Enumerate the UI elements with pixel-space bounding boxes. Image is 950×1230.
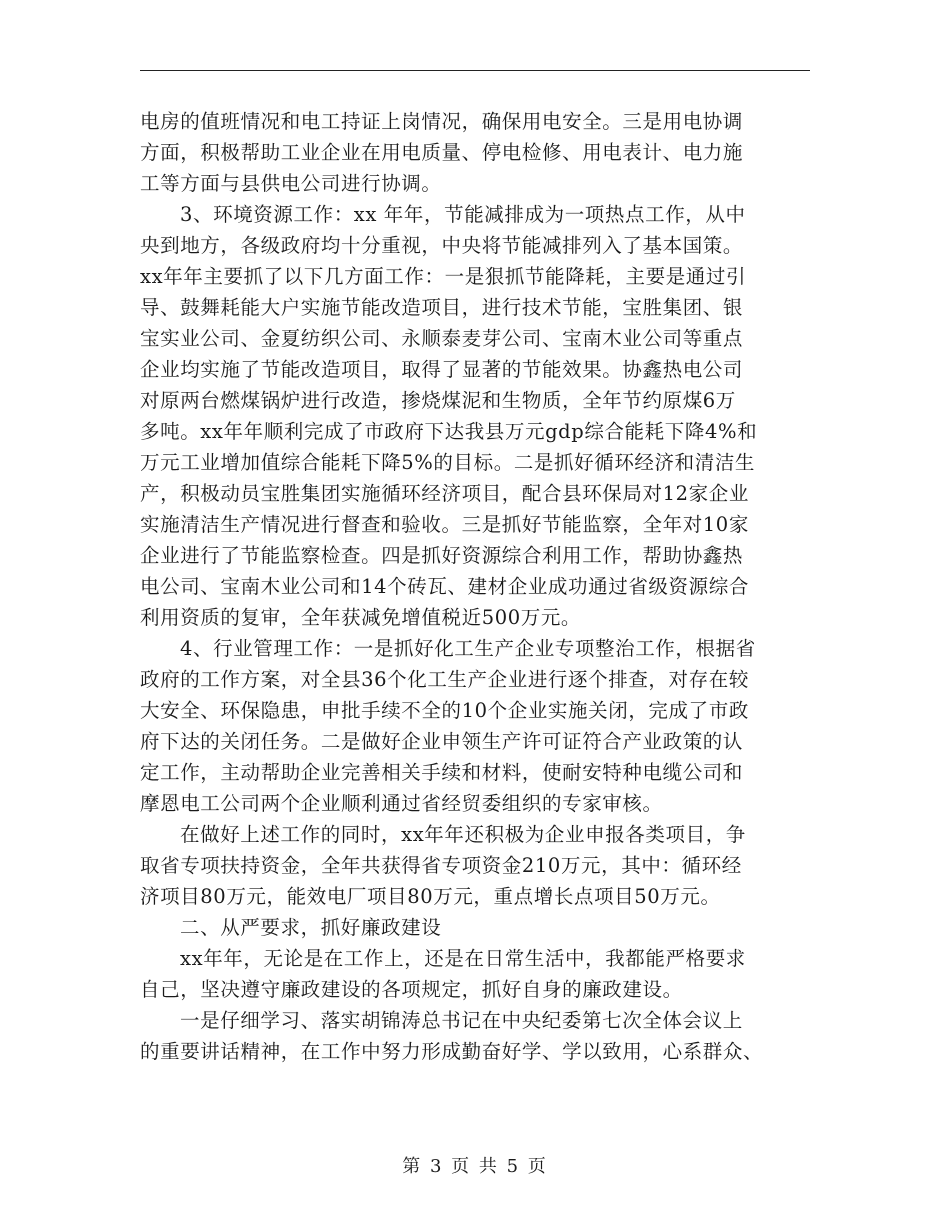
text-line: 实施清洁生产情况进行督查和验收。三是抓好节能监察，全年对10家 <box>140 513 749 536</box>
text-line: 企业均实施了节能改造项目，取得了显著的节能效果。协鑫热电公司 <box>140 358 744 381</box>
text-line: 企业进行了节能监察检查。四是抓好资源综合利用工作，帮助协鑫热 <box>140 544 744 567</box>
text-line: 大安全、环保隐患，申批手续不全的10个企业实施关闭，完成了市政 <box>140 699 749 722</box>
text-line: 利用资质的复审，全年获减免增值税近500万元。 <box>140 606 582 629</box>
text-line: 在做好上述工作的同时，xx年年还积极为企业申报各类项目，争 <box>180 823 746 846</box>
text-line: 3、环境资源工作：xx 年年，节能减排成为一项热点工作，从中 <box>180 203 746 226</box>
text-line: 宝实业公司、金夏纺织公司、永顺泰麦芽公司、宝南木业公司等重点 <box>140 327 744 350</box>
text-line: 取省专项扶持资金，全年共获得省专项资金210万元，其中：循环经 <box>140 854 742 877</box>
text-line: 4、行业管理工作：一是抓好化工生产企业专项整治工作，根据省 <box>180 637 756 660</box>
header-rule <box>140 70 810 71</box>
document-body <box>140 106 810 1067</box>
text-line: 电房的值班情况和电工持证上岗情况，确保用电安全。三是用电协调 <box>140 110 744 133</box>
text-line: 产，积极动员宝胜集团实施循环经济项目，配合县环保局对12家企业 <box>140 482 749 505</box>
text-line: 摩恩电工公司两个企业顺利通过省经贸委组织的专家审核。 <box>140 792 663 815</box>
text-line: 的重要讲话精神，在工作中努力形成勤奋好学、学以致用，心系群众、 <box>140 1040 764 1063</box>
text-line: 一是仔细学习、落实胡锦涛总书记在中央纪委第七次全体会议上 <box>180 1009 743 1032</box>
text-line: 自己，坚决遵守廉政建设的各项规定，抓好自身的廉政建设。 <box>140 978 683 1001</box>
page-footer: 第 3 页 共 5 页 <box>402 1156 548 1177</box>
text-line: 工等方面与县供电公司进行协调。 <box>140 172 442 195</box>
text-line: 电公司、宝南木业公司和14个砖瓦、建材企业成功通过省级资源综合 <box>140 575 749 598</box>
text-line: 对原两台燃煤锅炉进行改造，掺烧煤泥和生物质，全年节约原煤6万 <box>140 389 736 412</box>
text-line: 济项目80万元，能效电厂项目80万元，重点增长点项目50万元。 <box>140 885 721 908</box>
text-line: 定工作，主动帮助企业完善相关手续和材料，使耐安特种电缆公司和 <box>140 761 744 784</box>
text-line: xx年年主要抓了以下几方面工作：一是狠抓节能降耗，主要是通过引 <box>140 265 747 288</box>
text-line: 多吨。xx年年顺利完成了市政府下达我县万元gdp综合能耗下降4%和 <box>140 420 758 443</box>
text-line: 方面，积极帮助工业企业在用电质量、停电检修、用电表计、电力施 <box>140 141 744 164</box>
text-line: 府下达的关闭任务。二是做好企业申领生产许可证符合产业政策的认 <box>140 730 744 753</box>
text-line: 万元工业增加值综合能耗下降5%的目标。二是抓好循环经济和清洁生 <box>140 451 756 474</box>
text-line: 政府的工作方案，对全县36个化工生产企业进行逐个排查，对存在较 <box>140 668 749 691</box>
text-line: 二、从严要求，抓好廉政建设 <box>180 916 442 939</box>
text-line: 导、鼓舞耗能大户实施节能改造项目，进行技术节能，宝胜集团、银 <box>140 296 744 319</box>
text-line: xx年年，无论是在工作上，还是在日常生活中，我都能严格要求 <box>180 947 746 970</box>
text-line: 央到地方，各级政府均十分重视，中央将节能减排列入了基本国策。 <box>140 234 744 257</box>
